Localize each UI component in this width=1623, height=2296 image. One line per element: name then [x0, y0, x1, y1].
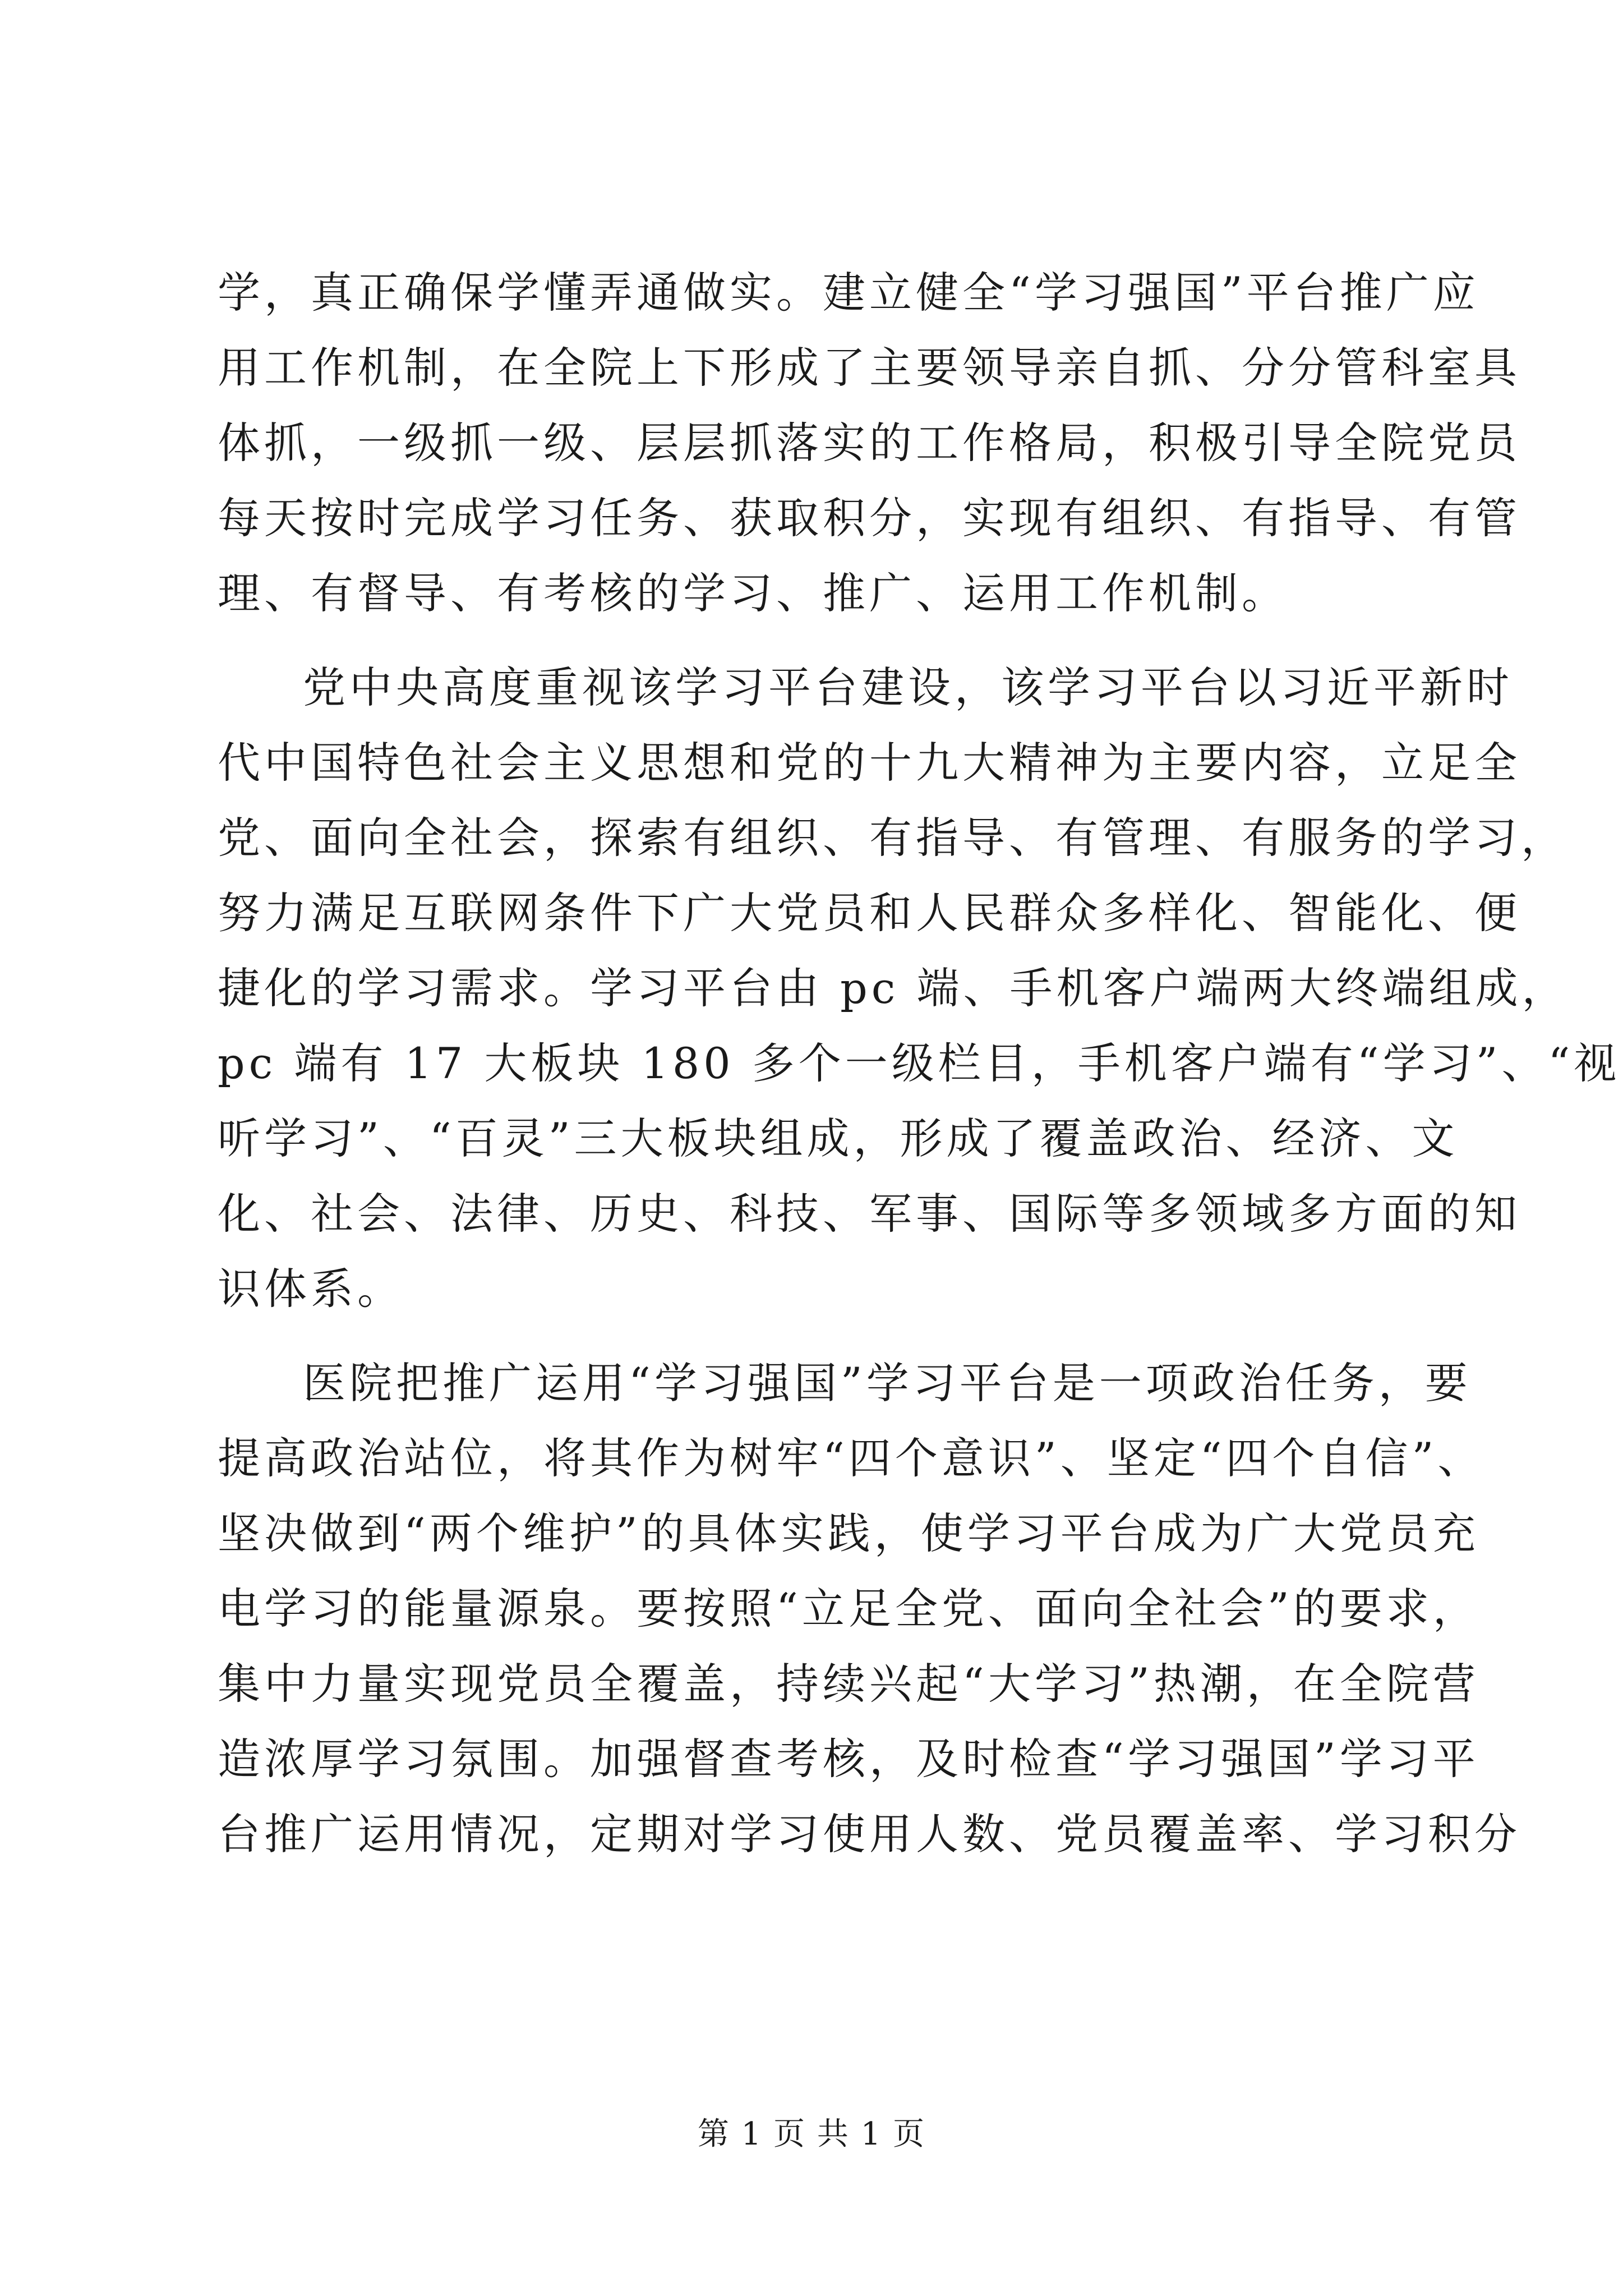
text-line: 集中力量实现党员全覆盖，持续兴起“大学习”热潮，在全院营 [218, 1659, 1479, 1709]
text-line: 捷化的学习需求。学习平台由 pc 端、手机客户端两大终端组成， [218, 963, 1569, 1013]
paragraph-1 [218, 255, 1521, 631]
text-line: 理、有督导、有考核的学习、推广、运用工作机制。 [218, 568, 1288, 618]
text-line: 识体系。 [218, 1264, 404, 1314]
text-line: 坚决做到“两个维护”的具体实践，使学习平台成为广大党员充 [218, 1508, 1479, 1558]
page-footer: 第 1 页 共 1 页 [697, 2116, 926, 2152]
text-line: 每天按时完成学习任务、获取积分，实现有组织、有指导、有管 [218, 493, 1521, 543]
text-line: 体抓，一级抓一级、层层抓落实的工作格局，积极引导全院党员 [218, 418, 1521, 468]
paragraph-3 [218, 1346, 1521, 1872]
paragraph-2 [218, 650, 1621, 1327]
text-line: 努力满足互联网条件下广大党员和人民群众多样化、智能化、便 [218, 888, 1521, 938]
text-line: 台推广运用情况，定期对学习使用人数、党员覆盖率、学习积分 [218, 1809, 1521, 1859]
text-line: 学，真正确保学懂弄通做实。建立健全“学习强国”平台推广应 [218, 268, 1479, 318]
text-line: pc 端有 17 大板块 180 多个一级栏目，手机客户端有“学习”、“视 [218, 1038, 1621, 1088]
text-line: 造浓厚学习氛围。加强督查考核，及时检查“学习强国”学习平 [218, 1734, 1479, 1784]
text-line: 电学习的能量源泉。要按照“立足全党、面向全社会”的要求， [218, 1584, 1479, 1634]
text-line: 党中央高度重视该学习平台建设，该学习平台以习近平新时 [303, 662, 1513, 712]
text-line: 医院把推广运用“学习强国”学习平台是一项政治任务，要 [303, 1358, 1472, 1408]
text-line: 代中国特色社会主义思想和党的十九大精神为主要内容，立足全 [218, 738, 1521, 788]
text-line: 提高政治站位，将其作为树牢“四个意识”、坚定“四个自信”、 [218, 1433, 1484, 1483]
paragraph-gap [218, 1327, 1412, 1346]
text-line: 化、社会、法律、历史、科技、军事、国际等多领域多方面的知 [218, 1189, 1521, 1239]
text-line: 用工作机制，在全院上下形成了主要领导亲自抓、分分管科室具 [218, 343, 1521, 393]
paragraph-gap [218, 631, 1412, 650]
text-line: 党、面向全社会，探索有组织、有指导、有管理、有服务的学习， [218, 813, 1567, 863]
text-line: 听学习”、“百灵”三大板块组成，形成了覆盖政治、经济、文 [218, 1114, 1459, 1163]
document-body [218, 255, 1621, 1872]
